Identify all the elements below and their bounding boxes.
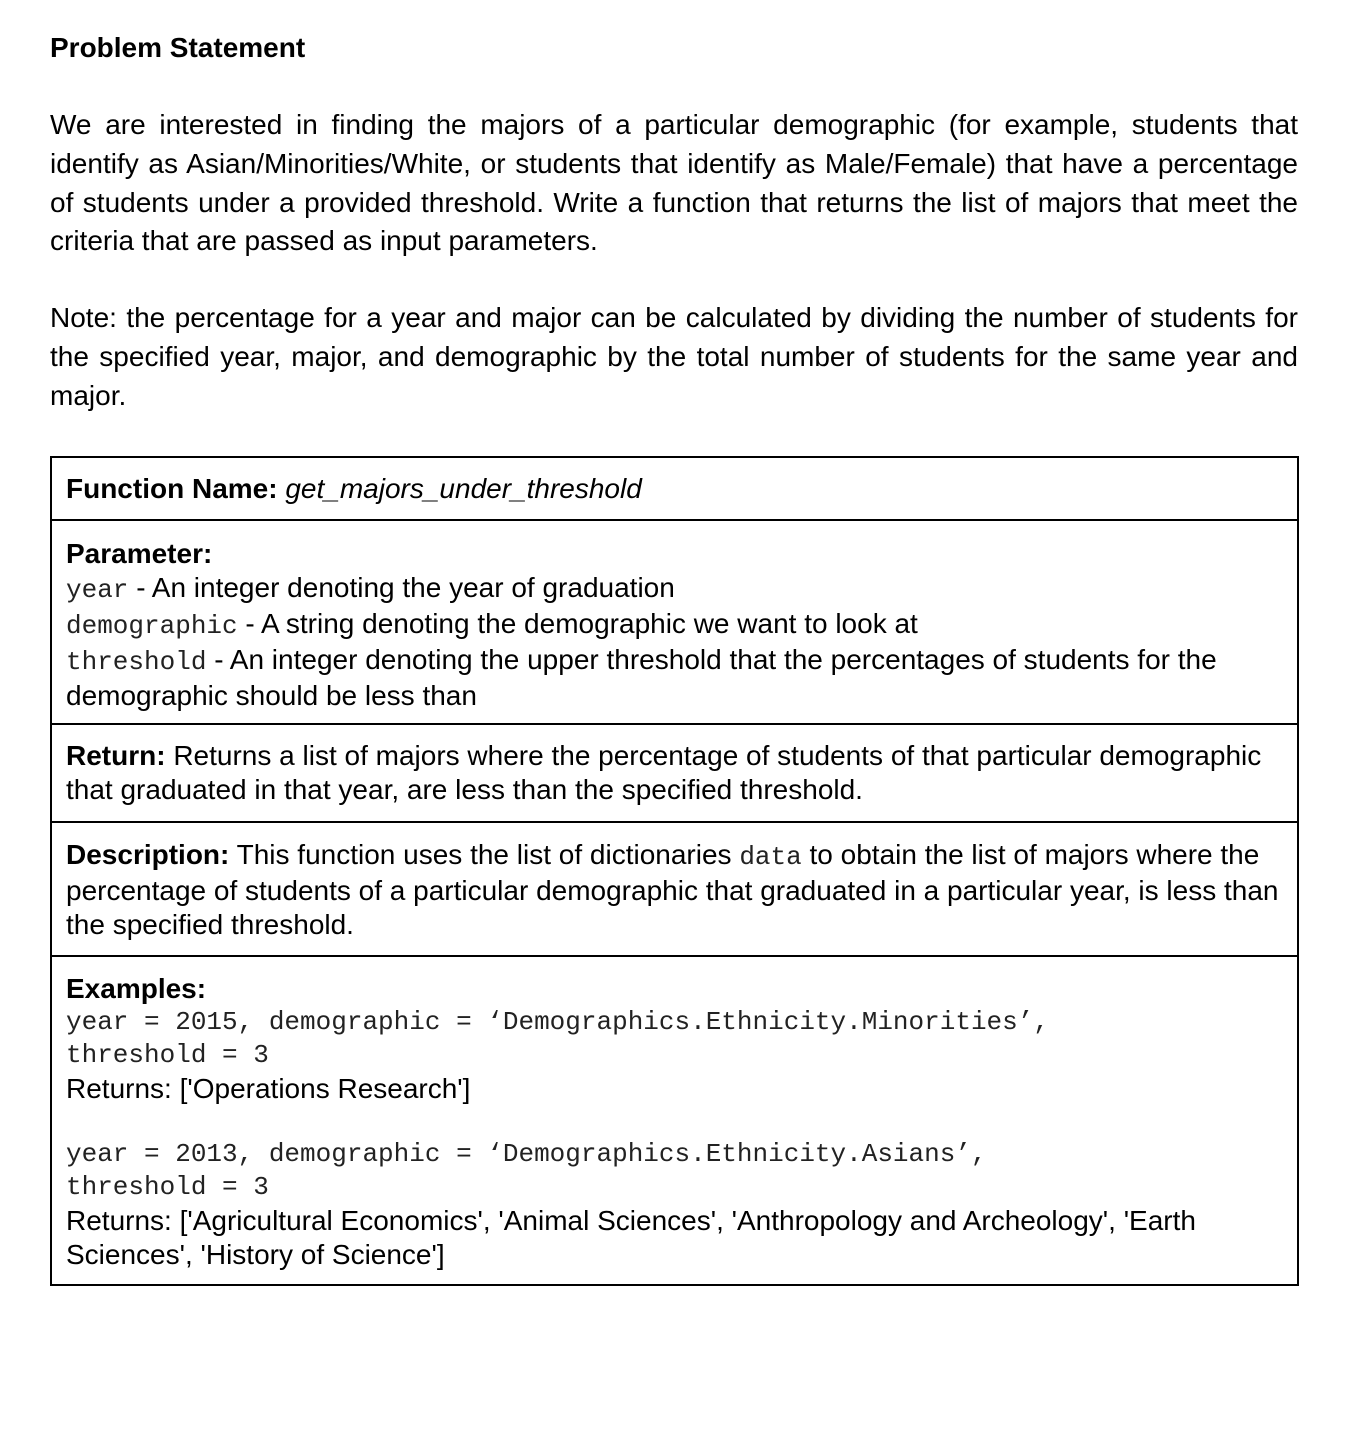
description-code: data: [739, 841, 802, 872]
example-1-returns: Returns: ['Operations Research']: [66, 1072, 471, 1104]
example-1-code-line-1: year = 2015, demographic = ‘Demographics.Ethnicity.Minorities’,: [66, 1006, 1049, 1037]
description-label: Description:: [66, 838, 230, 870]
function-name-row: [51, 457, 1298, 520]
function-name-cell: [51, 457, 1298, 520]
return-row: [51, 724, 1298, 822]
return-label: Return:: [66, 739, 166, 771]
problem-statement-heading: Problem Statement: [50, 32, 306, 63]
parameter-demographic: [66, 607, 1283, 643]
function-spec-table: [50, 456, 1299, 1286]
example-2-returns: Returns: ['Agricultural Economics', 'Animal Sciences', 'Anthropology and Archeology', 'Earth Sciences', 'History of Science']: [66, 1204, 1196, 1270]
parameter-threshold-name: threshold: [66, 646, 207, 677]
parameter-cell: [51, 520, 1298, 724]
return-cell: [51, 724, 1298, 822]
parameter-year: [66, 571, 1283, 607]
description-cell: [51, 822, 1298, 956]
function-name-label: Function Name:: [66, 472, 278, 504]
parameter-row: [51, 520, 1298, 724]
examples-cell: [51, 956, 1298, 1285]
parameter-demographic-desc: - A string denoting the demographic we want to look at: [245, 607, 918, 639]
return-text: Returns a list of majors where the percentage of students of that particular demographic that graduated in that year, are less than the specified threshold.: [66, 739, 1262, 805]
function-name-value: get_majors_under_threshold: [285, 472, 642, 504]
parameter-threshold-desc: - An integer denoting the upper threshold that the percentages of students for the demographic should be less than: [66, 643, 1217, 711]
parameter-label: Parameter:: [66, 537, 213, 569]
parameter-threshold: [66, 643, 1283, 713]
example-2-code-line-1: year = 2013, demographic = ‘Demographics.Ethnicity.Asians’,: [66, 1138, 987, 1169]
description-text-before: This function uses the list of dictionaries: [229, 838, 740, 870]
document-page: [50, 28, 1298, 1286]
example-2-code-line-2: threshold = 3: [66, 1171, 269, 1202]
example-1-code-line-2: threshold = 3: [66, 1039, 269, 1070]
examples-row: [51, 956, 1298, 1285]
note-paragraph: Note: the percentage for a year and major can be calculated by dividing the number of students for the specified year, major, and demographic by the total number of students for the same year and major.: [50, 302, 1298, 411]
parameter-year-desc: - An integer denoting the year of graduation: [136, 571, 675, 603]
description-text-after: to obtain the list of majors where the percentage of students of a particular demographic that graduated in a particular year, is less than the specified threshold.: [66, 838, 1279, 940]
intro-paragraph: We are interested in finding the majors of a particular demographic (for example, students that identify as Asian/Minorities/White, or students that identify as Male/Female) that have a percentage of students under a provided threshold. Write a function that returns the list of majors that meet the criteria that are passed as input parameters.: [50, 109, 1298, 257]
parameter-year-name: year: [66, 574, 129, 605]
examples-label: Examples:: [66, 972, 207, 1004]
example-spacer: [66, 1106, 1283, 1138]
description-row: [51, 822, 1298, 956]
parameter-demographic-name: demographic: [66, 610, 238, 641]
